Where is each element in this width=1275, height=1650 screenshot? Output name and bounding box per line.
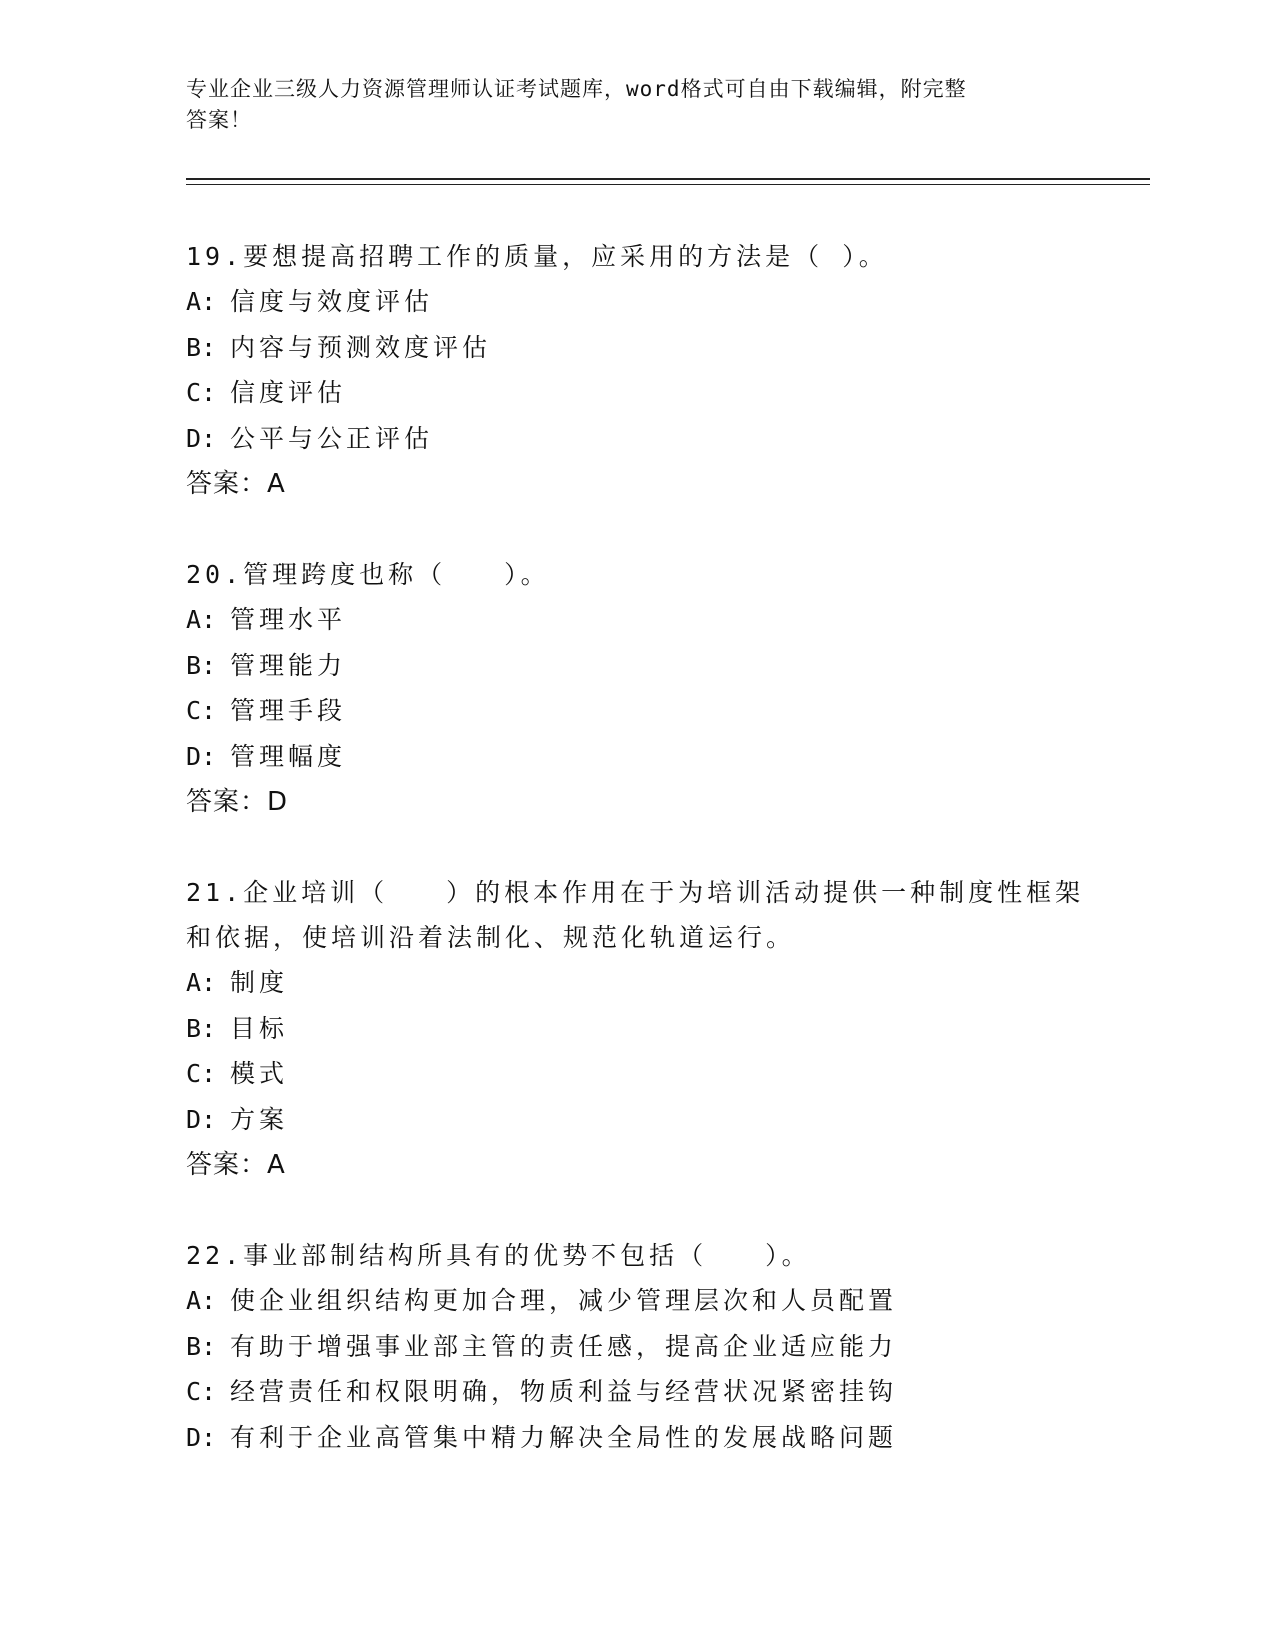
- question-21: [186, 870, 1086, 1188]
- header-line-1: 专业企业三级人力资源管理师认证考试题库，word格式可自由下载编辑，附完整: [186, 77, 967, 101]
- option-text: 管理能力: [230, 650, 347, 680]
- option-c: [186, 370, 1086, 416]
- option-b: [186, 643, 1086, 689]
- option-text: 公平与公正评估: [230, 423, 434, 453]
- option-text: 制度: [230, 968, 289, 997]
- option-letter: D:: [186, 1104, 217, 1134]
- option-letter: B:: [186, 1013, 217, 1043]
- option-letter: A:: [186, 605, 217, 634]
- option-letter: A:: [186, 968, 217, 997]
- option-letter: A:: [186, 1286, 217, 1315]
- option-text: 使企业组织结构更加合理，减少管理层次和人员配置: [230, 1286, 898, 1315]
- question-stem: 19.要想提高招聘工作的质量，应采用的方法是（ ）。: [186, 242, 888, 271]
- option-text: 信度评估: [230, 378, 347, 407]
- header-line-2: 答案！: [186, 108, 252, 132]
- option-d: [186, 734, 1086, 780]
- question-stem: 22.事业部制结构所具有的优势不包括（ ）。: [186, 1241, 811, 1270]
- question-22: [186, 1233, 1086, 1460]
- option-text: 经营责任和权限明确，物质利益与经营状况紧密挂钩: [230, 1377, 898, 1406]
- option-letter: B:: [186, 332, 217, 362]
- option-letter: D:: [186, 1422, 217, 1452]
- option-text: 方案: [230, 1104, 289, 1134]
- option-letter: B:: [186, 650, 217, 680]
- option-c: [186, 1369, 1086, 1415]
- option-a: [186, 597, 1086, 643]
- option-a: [186, 1278, 1086, 1324]
- option-b: [186, 1324, 1086, 1370]
- option-text: 管理水平: [230, 605, 347, 634]
- question-20: [186, 552, 1086, 825]
- option-text: 有利于企业高管集中精力解决全局性的发展战略问题: [230, 1422, 898, 1452]
- option-letter: A:: [186, 287, 217, 316]
- header-divider-thin: [186, 184, 1150, 185]
- answer-line: 答案：D: [186, 787, 289, 817]
- option-b: [186, 1006, 1086, 1052]
- option-a: [186, 960, 1086, 1006]
- option-b: [186, 325, 1086, 371]
- option-letter: C:: [186, 1059, 217, 1088]
- option-text: 目标: [230, 1013, 289, 1043]
- answer-line: 答案：A: [186, 469, 286, 499]
- document-header: [186, 74, 1066, 136]
- option-text: 信度与效度评估: [230, 287, 434, 316]
- option-c: [186, 1051, 1086, 1097]
- answer-line: 答案：A: [186, 1150, 286, 1180]
- option-text: 管理手段: [230, 696, 347, 725]
- option-letter: B:: [186, 1331, 217, 1361]
- option-letter: C:: [186, 1377, 217, 1406]
- question-stem-line-1: 21.企业培训（ ）的根本作用在于为培训活动提供一种制度性框架: [186, 878, 1085, 907]
- option-letter: D:: [186, 741, 217, 771]
- option-a: [186, 279, 1086, 325]
- option-text: 内容与预测效度评估: [230, 332, 492, 362]
- question-stem: 20.管理跨度也称（ ）。: [186, 560, 550, 589]
- question-19: [186, 234, 1086, 507]
- option-text: 模式: [230, 1059, 289, 1088]
- option-letter: C:: [186, 378, 217, 407]
- header-divider-thick: [186, 178, 1150, 180]
- option-d: [186, 416, 1086, 462]
- option-text: 管理幅度: [230, 741, 347, 771]
- option-d: [186, 1415, 1086, 1461]
- option-letter: D:: [186, 423, 217, 453]
- question-stem-line-2: 和依据，使培训沿着法制化、规范化轨道运行。: [186, 923, 796, 952]
- option-d: [186, 1097, 1086, 1143]
- option-letter: C:: [186, 696, 217, 725]
- option-c: [186, 688, 1086, 734]
- option-text: 有助于增强事业部主管的责任感，提高企业适应能力: [230, 1331, 898, 1361]
